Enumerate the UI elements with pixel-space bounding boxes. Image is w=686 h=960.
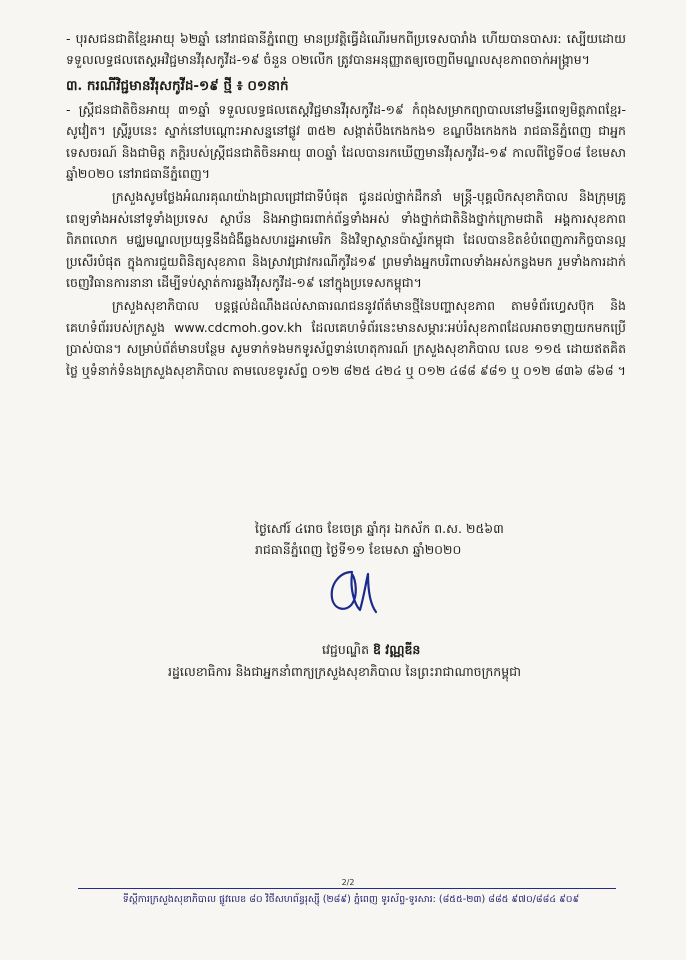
footer-divider <box>78 888 616 889</box>
handwritten-signature <box>322 566 382 618</box>
paragraph-contact-info: ក្រសួងសុខាភិបាល បន្តផ្តល់ដំណឹងដល់សាធារណជននូវព័ត៌មានថ្មីនៃបញ្ហាសុខភាព តាមទំព័រហ្វេសប៊ុក និងគេហទំព័ររបស់ក្រសួង www.cdcmoh.gov.kh ដែលគេហទំព័រនេះមានសម្ភារៈអប់រំសុខភាពដែលអាចទាញយកមកប្រើប្រាស់បាន។ សម្រាប់ព័ត៌មានបន្ថែម សូមទាក់ទងមកទូរស័ព្ទទាន់ហេតុការណ៍ ក្រសួងសុខាភិបាល លេខ ១១៥ ដោយឥតគិតថ្លៃ ឬទំនាក់ទំនងក្រសួងសុខាភិបាល តាមលេខទូរស័ព្ទ ០១២ ៨២៥ ៤២៤ ឬ ០១២ ៤៨៨ ៩៨១ ឬ ០១២ ៨៣៦ ៨៦៨ ។ <box>66 298 626 378</box>
paragraph-recovered-case: - បុរសជនជាតិខ្មែរអាយុ ៦២ឆ្នាំ នៅរាជធានីភ្នំពេញ មានប្រវត្តិធ្វើដំណើរមកពីប្រទេសបារាំង ហើយបានបាសរ: ស្បើយដោយទទួលលទ្ធផលតេស្តអវិជ្ជមានវីរុសកូវីដ-១៩ ចំនួន ០២លើក ត្រូវបានអនុញ្ញាតឲ្យចេញពីមណ្ឌលសុខភាពចាក់អង្ក្រាម។ <box>66 31 626 68</box>
signer-prefix: វេជ្ជបណ្ឌិត <box>322 642 369 657</box>
lunar-date: ថ្ងៃសៅរ៍ ៤រោច ខែចេត្រ ឆ្នាំកុរ ឯកស័ក ព.ស. ២៥៦៣ <box>255 521 504 536</box>
date-block <box>255 518 635 560</box>
page-number: 2/2 <box>336 878 360 887</box>
paragraph-new-case: - ស្ត្រីជនជាតិចិនអាយុ ៣១ឆ្នាំ ទទួលលទ្ធផលតេស្តវិជ្ជមានវីរុសកូវីដ-១៩ កំពុងសម្រាកព្យាបាលនៅមន្ទីរពេទ្យមិត្តភាពខ្មែរ-សូវៀត។ ស្ត្រីរូបនេះ ស្នាក់នៅបណ្តោះអាសន្ននៅផ្លូវ ៣៥២ សង្កាត់បឹងកេងកង១ ខណ្ឌបឹងកេងកង រាជធានីភ្នំពេញ ជាអ្នកទេសចរណ៍ និងជាមិត្ត ភក្តិរបស់ស្ត្រីជនជាតិចិនអាយុ ៣០ឆ្នាំ ដែលបានរកឃើញមានវីរុសកូវីដ-១៩ កាលពីថ្ងៃទី០៨ ខែមេសា ឆ្នាំ២០២០ នៅរាជធានីភ្នំពេញ។ <box>66 101 626 182</box>
signer-title: រដ្ឋលេខាធិការ និងជាអ្នកនាំពាក្យក្រសួងសុខាភិបាល នៃព្រះរាជាណាចក្រកម្ពុជា <box>168 664 522 679</box>
paragraph-thanks: ក្រសួងសូមថ្លែងអំណរគុណយ៉ាងជ្រាលជ្រៅជាទីបំផុត ជូនដល់ថ្នាក់ដឹកនាំ មន្ត្រី-បុគ្គលិកសុខាភិបាល និងក្រុមគ្រូពេទ្យទាំងអស់នៅទូទាំងប្រទេស ស្ថាប័ន និងអាជ្ញាធរពាក់ព័ន្ធទាំងអស់ ទាំងថ្នាក់ជាតិនិងថ្នាក់ក្រោមជាតិ អង្គការសុខភាពពិភពលោក មជ្ឈមណ្ឌលប្រយុទ្ធនឹងជំងឺឆ្លងសហរដ្ឋអាមេរិក និងវិទ្យាស្ថានប៉ាស្ទ័រកម្ពុជា ដែលបានខិតខំបំពេញភារកិច្ចបានល្អប្រសើរបំផុត ក្នុងការជួយពិនិត្យសុខភាព និងស្រាវជ្រាវករណីកូវីដ១៩ ព្រមទាំងអ្នកបរិពាលទាំងអស់កន្លងមក រួមទាំងការដាក់ចេញវិធានការនានា ដើម្បីទប់ស្កាត់ការឆ្លងវីរុសកូវីដ-១៩ នៅក្នុងប្រទេសកម្ពុជា។ <box>66 189 626 291</box>
document-body <box>66 28 626 381</box>
footer-address: ទីស្តីការក្រសួងសុខាភិបាល ផ្លូវលេខ ៨០ វិថីសហព័ន្ធរុស្ស៊ី (២៨៩) ភ្នំពេញ ទូរស័ព្ទ-ទូរសារ: (៨៥៥-២៣) ៨៨៥ ៩៧០/៨៨៤ ៩០៩ <box>122 894 580 905</box>
signer-name: ឱ វណ្ណឌីន <box>372 642 421 657</box>
section-heading-new-case: ៣. ករណីវិជ្ជមានវីរុសកូវីដ-១៩ ថ្មី ៖ ០១នាក់ <box>66 77 289 94</box>
signer-name-line <box>322 640 642 660</box>
solar-date: រាជធានីភ្នំពេញ ថ្ងៃទី១១ ខែមេសា ឆ្នាំ២០២០ <box>255 542 462 557</box>
